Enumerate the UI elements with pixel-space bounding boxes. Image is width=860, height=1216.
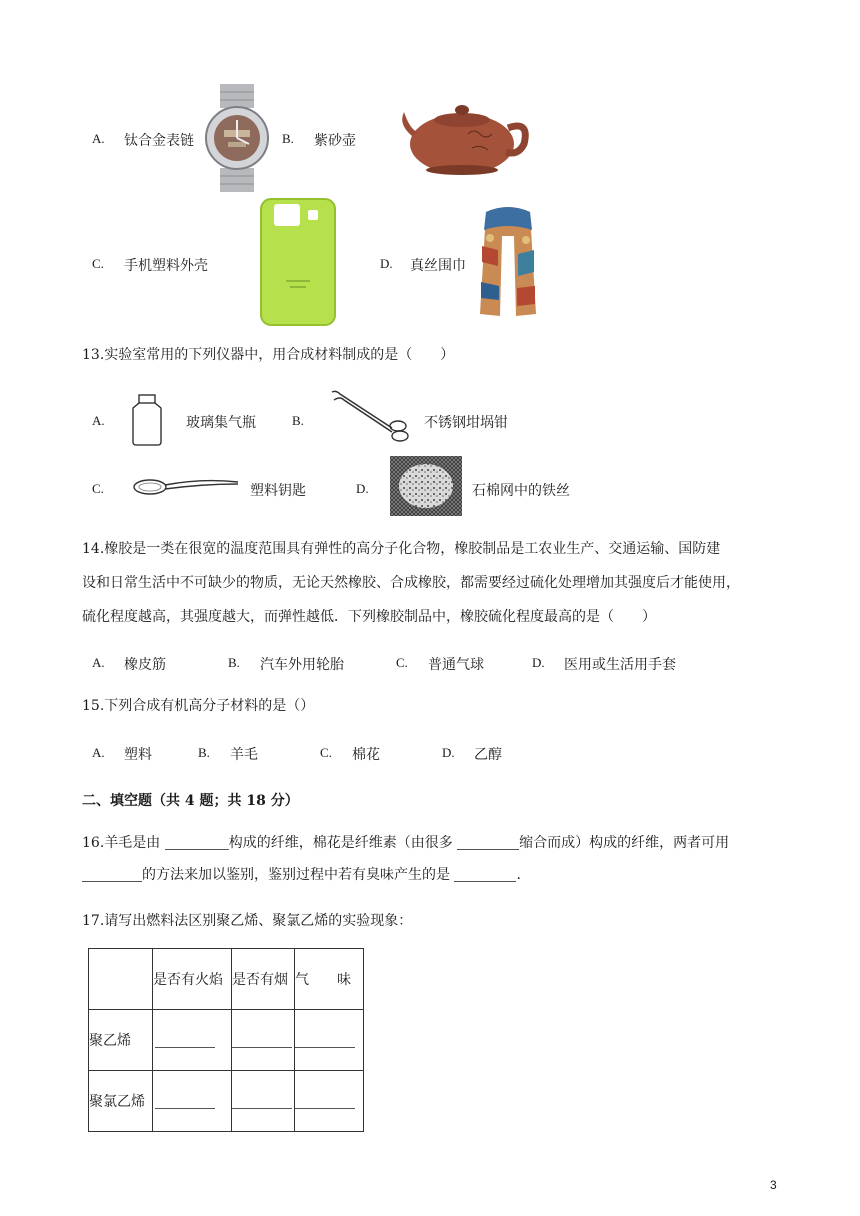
q16-text-part-5: . [516,867,521,883]
q14-option-a-text: 橡皮筋 [124,657,166,673]
q13-option-d-label: D. [356,481,369,496]
table-cell [153,1071,232,1132]
answer-blank[interactable] [232,1094,292,1109]
q14-option-c-text: 普通气球 [428,657,484,673]
q12-option-b-label: B. [282,131,294,146]
answer-blank[interactable] [155,1094,215,1109]
table-header-row [89,949,364,1010]
question-14-line-2: 设和日常生活中不可缺少的物质，无论天然橡胶、合成橡胶，都需要经过硫化处理增加其强度后才能使用， [82,575,740,591]
q15-option-c-label: C. [320,745,332,760]
q13-option-b-label: B. [292,413,304,428]
q12-option-a-label: A. [92,131,105,146]
table-header-cell: 是否有烟 [232,949,295,1010]
answer-blank[interactable] [232,1033,292,1048]
q12-option-b-text: 紫砂壶 [314,133,356,149]
phone-case-image [260,198,336,326]
q15-option-a-label: A. [92,745,105,760]
answer-blank[interactable] [295,1094,355,1109]
table-row-label: 聚氯乙烯 [89,1071,153,1132]
silk-scarf-image [472,206,544,318]
q14-option-c-label: C. [396,655,408,670]
q14-option-b-label: B. [228,655,240,670]
q14-option-b-text: 汽车外用轮胎 [260,657,344,673]
table-header-cell: 是否有火焰 [153,949,232,1010]
question-13-stem: 13.实验室常用的下列仪器中，用合成材料制成的是（ ） [82,347,455,363]
q13-option-b-text: 不锈钢坩埚钳 [424,415,508,431]
table-row-label: 聚乙烯 [89,1010,153,1071]
q14-option-a-label: A. [92,655,105,670]
plastic-spoon-icon [132,474,240,498]
table-cell [232,1071,295,1132]
q16-text-part-3: 缩合而成）构成的纤维，两者可用 [519,835,730,851]
gas-jar-icon [130,394,164,446]
table-cell [295,1010,364,1071]
table-header-cell [89,949,153,1010]
question-16-line-1 [82,835,729,850]
q12-option-a-text: 钛合金表链 [124,133,194,149]
combustion-table [88,948,364,1132]
table-cell [153,1010,232,1071]
question-16-line-2 [82,867,521,882]
q15-option-a-text: 塑料 [124,747,152,763]
q16-blank-4[interactable] [454,867,516,882]
question-17-stem: 17.请写出燃料法区别聚乙烯、聚氯乙烯的实验现象： [82,913,413,929]
table-cell [232,1010,295,1071]
q14-option-d-text: 医用或生活用手套 [564,657,676,673]
table-row [89,1071,364,1132]
q16-text-part-1: 16.羊毛是由 [82,835,165,851]
q12-option-d-text: 真丝围巾 [410,258,466,274]
page-number: 3 [770,1178,777,1192]
q15-option-c-text: 棉花 [352,747,380,763]
question-15-stem: 15.下列合成有机高分子材料的是（） [82,698,315,714]
q13-option-c-text: 塑料钥匙 [250,483,306,499]
table-header-cell: 气 味 [295,949,364,1010]
q12-option-c-text: 手机塑料外壳 [124,258,208,274]
q15-option-b-text: 羊毛 [230,747,258,763]
q13-option-c-label: C. [92,481,104,496]
q16-blank-3[interactable] [82,867,142,882]
table-cell [295,1071,364,1132]
q12-option-c-label: C. [92,256,104,271]
q14-option-d-label: D. [532,655,545,670]
section-title: 二、填空题（共 4 题；共 18 分） [82,793,299,809]
q15-option-b-label: B. [198,745,210,760]
table-row [89,1010,364,1071]
answer-blank[interactable] [295,1033,355,1048]
teapot-image [398,92,530,178]
answer-blank[interactable] [155,1033,215,1048]
q16-text-part-2: 构成的纤维，棉花是纤维素（由很多 [228,835,458,851]
q16-blank-1[interactable] [165,835,229,850]
q16-text-part-4: 的方法来加以鉴别，鉴别过程中若有臭味产生的是 [142,867,455,883]
q15-option-d-label: D. [442,745,455,760]
question-14-line-3: 硫化程度越高，其强度越大，而弹性越低．下列橡胶制品中，橡胶硫化程度最高的是（ ） [82,609,656,625]
q13-option-d-text: 石棉网中的铁丝 [472,483,570,499]
q16-blank-2[interactable] [457,835,519,850]
q13-option-a-label: A. [92,413,105,428]
crucible-tongs-icon [330,388,412,446]
q15-option-d-text: 乙醇 [474,747,502,763]
titanium-watch-image [204,84,270,192]
q13-option-a-text: 玻璃集气瓶 [186,415,256,431]
question-14-line-1: 14.橡胶是一类在很宽的温度范围具有弹性的高分子化合物，橡胶制品是工农业生产、交通运输、国防建 [82,541,721,557]
q12-option-d-label: D. [380,256,393,271]
asbestos-gauze-image [390,456,462,516]
